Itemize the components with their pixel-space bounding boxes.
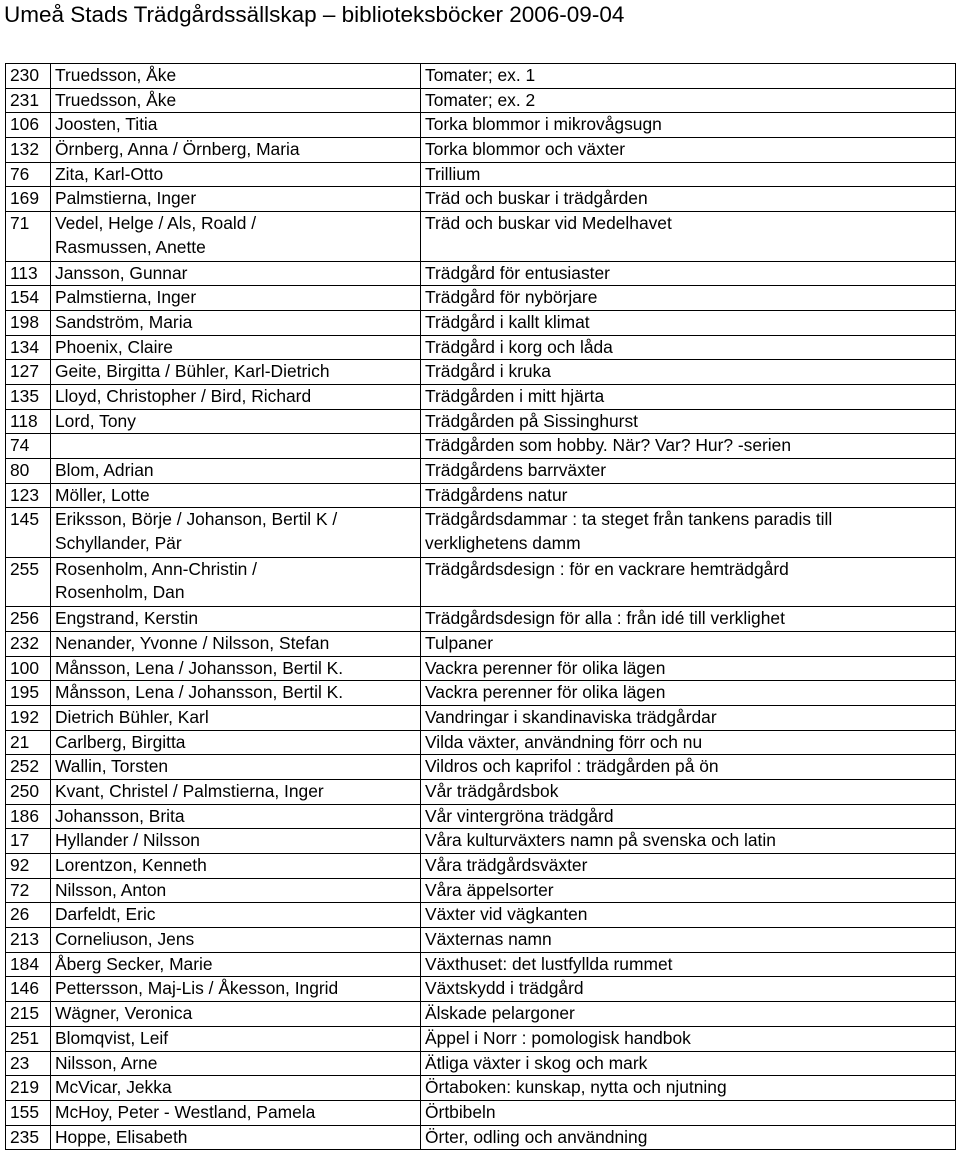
book-number: 106 [6,113,51,138]
book-author: McVicar, Jekka [51,1076,421,1101]
book-number: 80 [6,459,51,484]
book-title: Trädgården i mitt hjärta [421,384,956,409]
book-number: 76 [6,162,51,187]
book-number: 21 [6,730,51,755]
table-row [6,854,956,879]
table-row [6,1076,956,1101]
table-row [6,977,956,1002]
book-title: Trädgården på Sissinghurst [421,409,956,434]
book-title: Vår trädgårdsbok [421,779,956,804]
table-row [6,631,956,656]
book-author: Zita, Karl-Otto [51,162,421,187]
book-title: Trädgård i kallt klimat [421,310,956,335]
page-title: Umeå Stads Trädgårdssällskap – biblioteksböcker 2006-09-04 [4,2,625,27]
book-number: 26 [6,903,51,928]
book-title: Trillium [421,162,956,187]
table-row [6,261,956,286]
book-title: Vackra perenner för olika lägen [421,656,956,681]
book-title: Vår vintergröna trädgård [421,804,956,829]
book-title: Torka blommor i mikrovågsugn [421,113,956,138]
book-number: 169 [6,187,51,212]
book-number: 154 [6,286,51,311]
book-author: Örnberg, Anna / Örnberg, Maria [51,138,421,163]
book-author: Engstrand, Kerstin [51,607,421,632]
table-row [6,1002,956,1027]
book-number: 230 [6,64,51,89]
book-title: Trädgård i korg och låda [421,335,956,360]
book-list-body [6,64,956,1150]
table-row [6,508,956,557]
table-row [6,1051,956,1076]
book-author: Wallin, Torsten [51,755,421,780]
book-number: 250 [6,779,51,804]
table-row [6,384,956,409]
table-row [6,360,956,385]
book-number: 256 [6,607,51,632]
book-author: Hyllander / Nilsson [51,829,421,854]
book-number: 118 [6,409,51,434]
book-number: 134 [6,335,51,360]
book-author [51,434,421,459]
table-row [6,138,956,163]
book-number: 72 [6,878,51,903]
book-title: Träd och buskar i trädgården [421,187,956,212]
book-author: Blom, Adrian [51,459,421,484]
book-number: 198 [6,310,51,335]
table-row [6,335,956,360]
book-number: 232 [6,631,51,656]
book-number: 186 [6,804,51,829]
table-row [6,1026,956,1051]
book-title: Tomater; ex. 2 [421,88,956,113]
table-row [6,557,956,606]
book-number: 146 [6,977,51,1002]
book-author: Nilsson, Anton [51,878,421,903]
book-author: Månsson, Lena / Johansson, Bertil K. [51,656,421,681]
book-author: Johansson, Brita [51,804,421,829]
book-number: 195 [6,681,51,706]
book-title: Trädgård för nybörjare [421,286,956,311]
table-row [6,607,956,632]
book-title: Växthuset: det lustfyllda rummet [421,952,956,977]
table-row [6,681,956,706]
book-author: Åberg Secker, Marie [51,952,421,977]
book-author: Nilsson, Arne [51,1051,421,1076]
book-number: 155 [6,1100,51,1125]
book-title: Våra trädgårdsväxter [421,854,956,879]
book-author: Rosenholm, Ann-Christin / Rosenholm, Dan [51,557,421,606]
table-row [6,64,956,89]
table-row [6,187,956,212]
book-author: Månsson, Lena / Johansson, Bertil K. [51,681,421,706]
table-row [6,409,956,434]
book-title: Örtbibeln [421,1100,956,1125]
table-row [6,434,956,459]
table-row [6,755,956,780]
book-title: Våra kulturväxters namn på svenska och latin [421,829,956,854]
book-number: 71 [6,212,51,261]
book-author: Hoppe, Elisabeth [51,1125,421,1150]
book-author: Lord, Tony [51,409,421,434]
book-title: Trädgårdens barrväxter [421,459,956,484]
book-number: 235 [6,1125,51,1150]
table-row [6,705,956,730]
book-title: Älskade pelargoner [421,1002,956,1027]
book-title: Äppel i Norr : pomologisk handbok [421,1026,956,1051]
book-author: Palmstierna, Inger [51,286,421,311]
book-author: Darfeldt, Eric [51,903,421,928]
book-title: Tomater; ex. 1 [421,64,956,89]
book-author: Wägner, Veronica [51,1002,421,1027]
book-author: Sandström, Maria [51,310,421,335]
table-row [6,88,956,113]
table-row [6,928,956,953]
book-number: 23 [6,1051,51,1076]
table-row [6,1125,956,1150]
book-author: Eriksson, Börje / Johanson, Bertil K / Schyllander, Pär [51,508,421,557]
book-author: Möller, Lotte [51,483,421,508]
book-author: Geite, Birgitta / Bühler, Karl-Dietrich [51,360,421,385]
book-title: Tulpaner [421,631,956,656]
book-author: Nenander, Yvonne / Nilsson, Stefan [51,631,421,656]
table-row [6,903,956,928]
book-author: Lloyd, Christopher / Bird, Richard [51,384,421,409]
book-number: 123 [6,483,51,508]
book-title: Trädgårdsdesign för alla : från idé till verklighet [421,607,956,632]
book-number: 135 [6,384,51,409]
book-number: 74 [6,434,51,459]
book-number: 255 [6,557,51,606]
table-row [6,113,956,138]
book-title: Trädgården som hobby. När? Var? Hur? -serien [421,434,956,459]
book-number: 132 [6,138,51,163]
book-number: 17 [6,829,51,854]
book-author: Phoenix, Claire [51,335,421,360]
table-row [6,483,956,508]
table-row [6,212,956,261]
table-row [6,1100,956,1125]
book-author: Vedel, Helge / Als, Roald / Rasmussen, Anette [51,212,421,261]
book-author: Jansson, Gunnar [51,261,421,286]
book-title: Träd och buskar vid Medelhavet [421,212,956,261]
book-title: Örtaboken: kunskap, nytta och njutning [421,1076,956,1101]
book-author: Corneliuson, Jens [51,928,421,953]
book-number: 215 [6,1002,51,1027]
book-title: Våra äppelsorter [421,878,956,903]
book-author: Lorentzon, Kenneth [51,854,421,879]
book-number: 251 [6,1026,51,1051]
book-author: Kvant, Christel / Palmstierna, Inger [51,779,421,804]
table-row [6,162,956,187]
book-number: 231 [6,88,51,113]
book-number: 92 [6,854,51,879]
table-row [6,730,956,755]
book-number: 213 [6,928,51,953]
book-author: Truedsson, Åke [51,64,421,89]
book-title: Trädgårdsdesign : för en vackrare hemträdgård [421,557,956,606]
table-row [6,804,956,829]
book-title: Växtskydd i trädgård [421,977,956,1002]
table-row [6,829,956,854]
table-row [6,459,956,484]
book-number: 100 [6,656,51,681]
book-title: Torka blommor och växter [421,138,956,163]
book-title: Vilda växter, användning förr och nu [421,730,956,755]
book-author: McHoy, Peter - Westland, Pamela [51,1100,421,1125]
book-author: Pettersson, Maj-Lis / Åkesson, Ingrid [51,977,421,1002]
book-number: 113 [6,261,51,286]
book-title: Trädgårdsdammar : ta steget från tankens paradis till verklighetens damm [421,508,956,557]
table-row [6,779,956,804]
book-number: 219 [6,1076,51,1101]
book-author: Dietrich Bühler, Karl [51,705,421,730]
book-author: Joosten, Titia [51,113,421,138]
book-title: Trädgård i kruka [421,360,956,385]
book-title: Örter, odling och användning [421,1125,956,1150]
book-number: 184 [6,952,51,977]
book-title: Växternas namn [421,928,956,953]
book-author: Blomqvist, Leif [51,1026,421,1051]
table-row [6,952,956,977]
book-title: Trädgård för entusiaster [421,261,956,286]
table-row [6,878,956,903]
book-number: 127 [6,360,51,385]
book-title: Vandringar i skandinaviska trädgårdar [421,705,956,730]
book-number: 192 [6,705,51,730]
table-row [6,310,956,335]
book-title: Trädgårdens natur [421,483,956,508]
book-title: Växter vid vägkanten [421,903,956,928]
book-number: 252 [6,755,51,780]
book-number: 145 [6,508,51,557]
book-author: Palmstierna, Inger [51,187,421,212]
book-title: Vildros och kaprifol : trädgården på ön [421,755,956,780]
table-row [6,286,956,311]
book-author: Carlberg, Birgitta [51,730,421,755]
book-title: Vackra perenner för olika lägen [421,681,956,706]
table-row [6,656,956,681]
book-author: Truedsson, Åke [51,88,421,113]
book-title: Ätliga växter i skog och mark [421,1051,956,1076]
book-list-table [5,63,956,1150]
